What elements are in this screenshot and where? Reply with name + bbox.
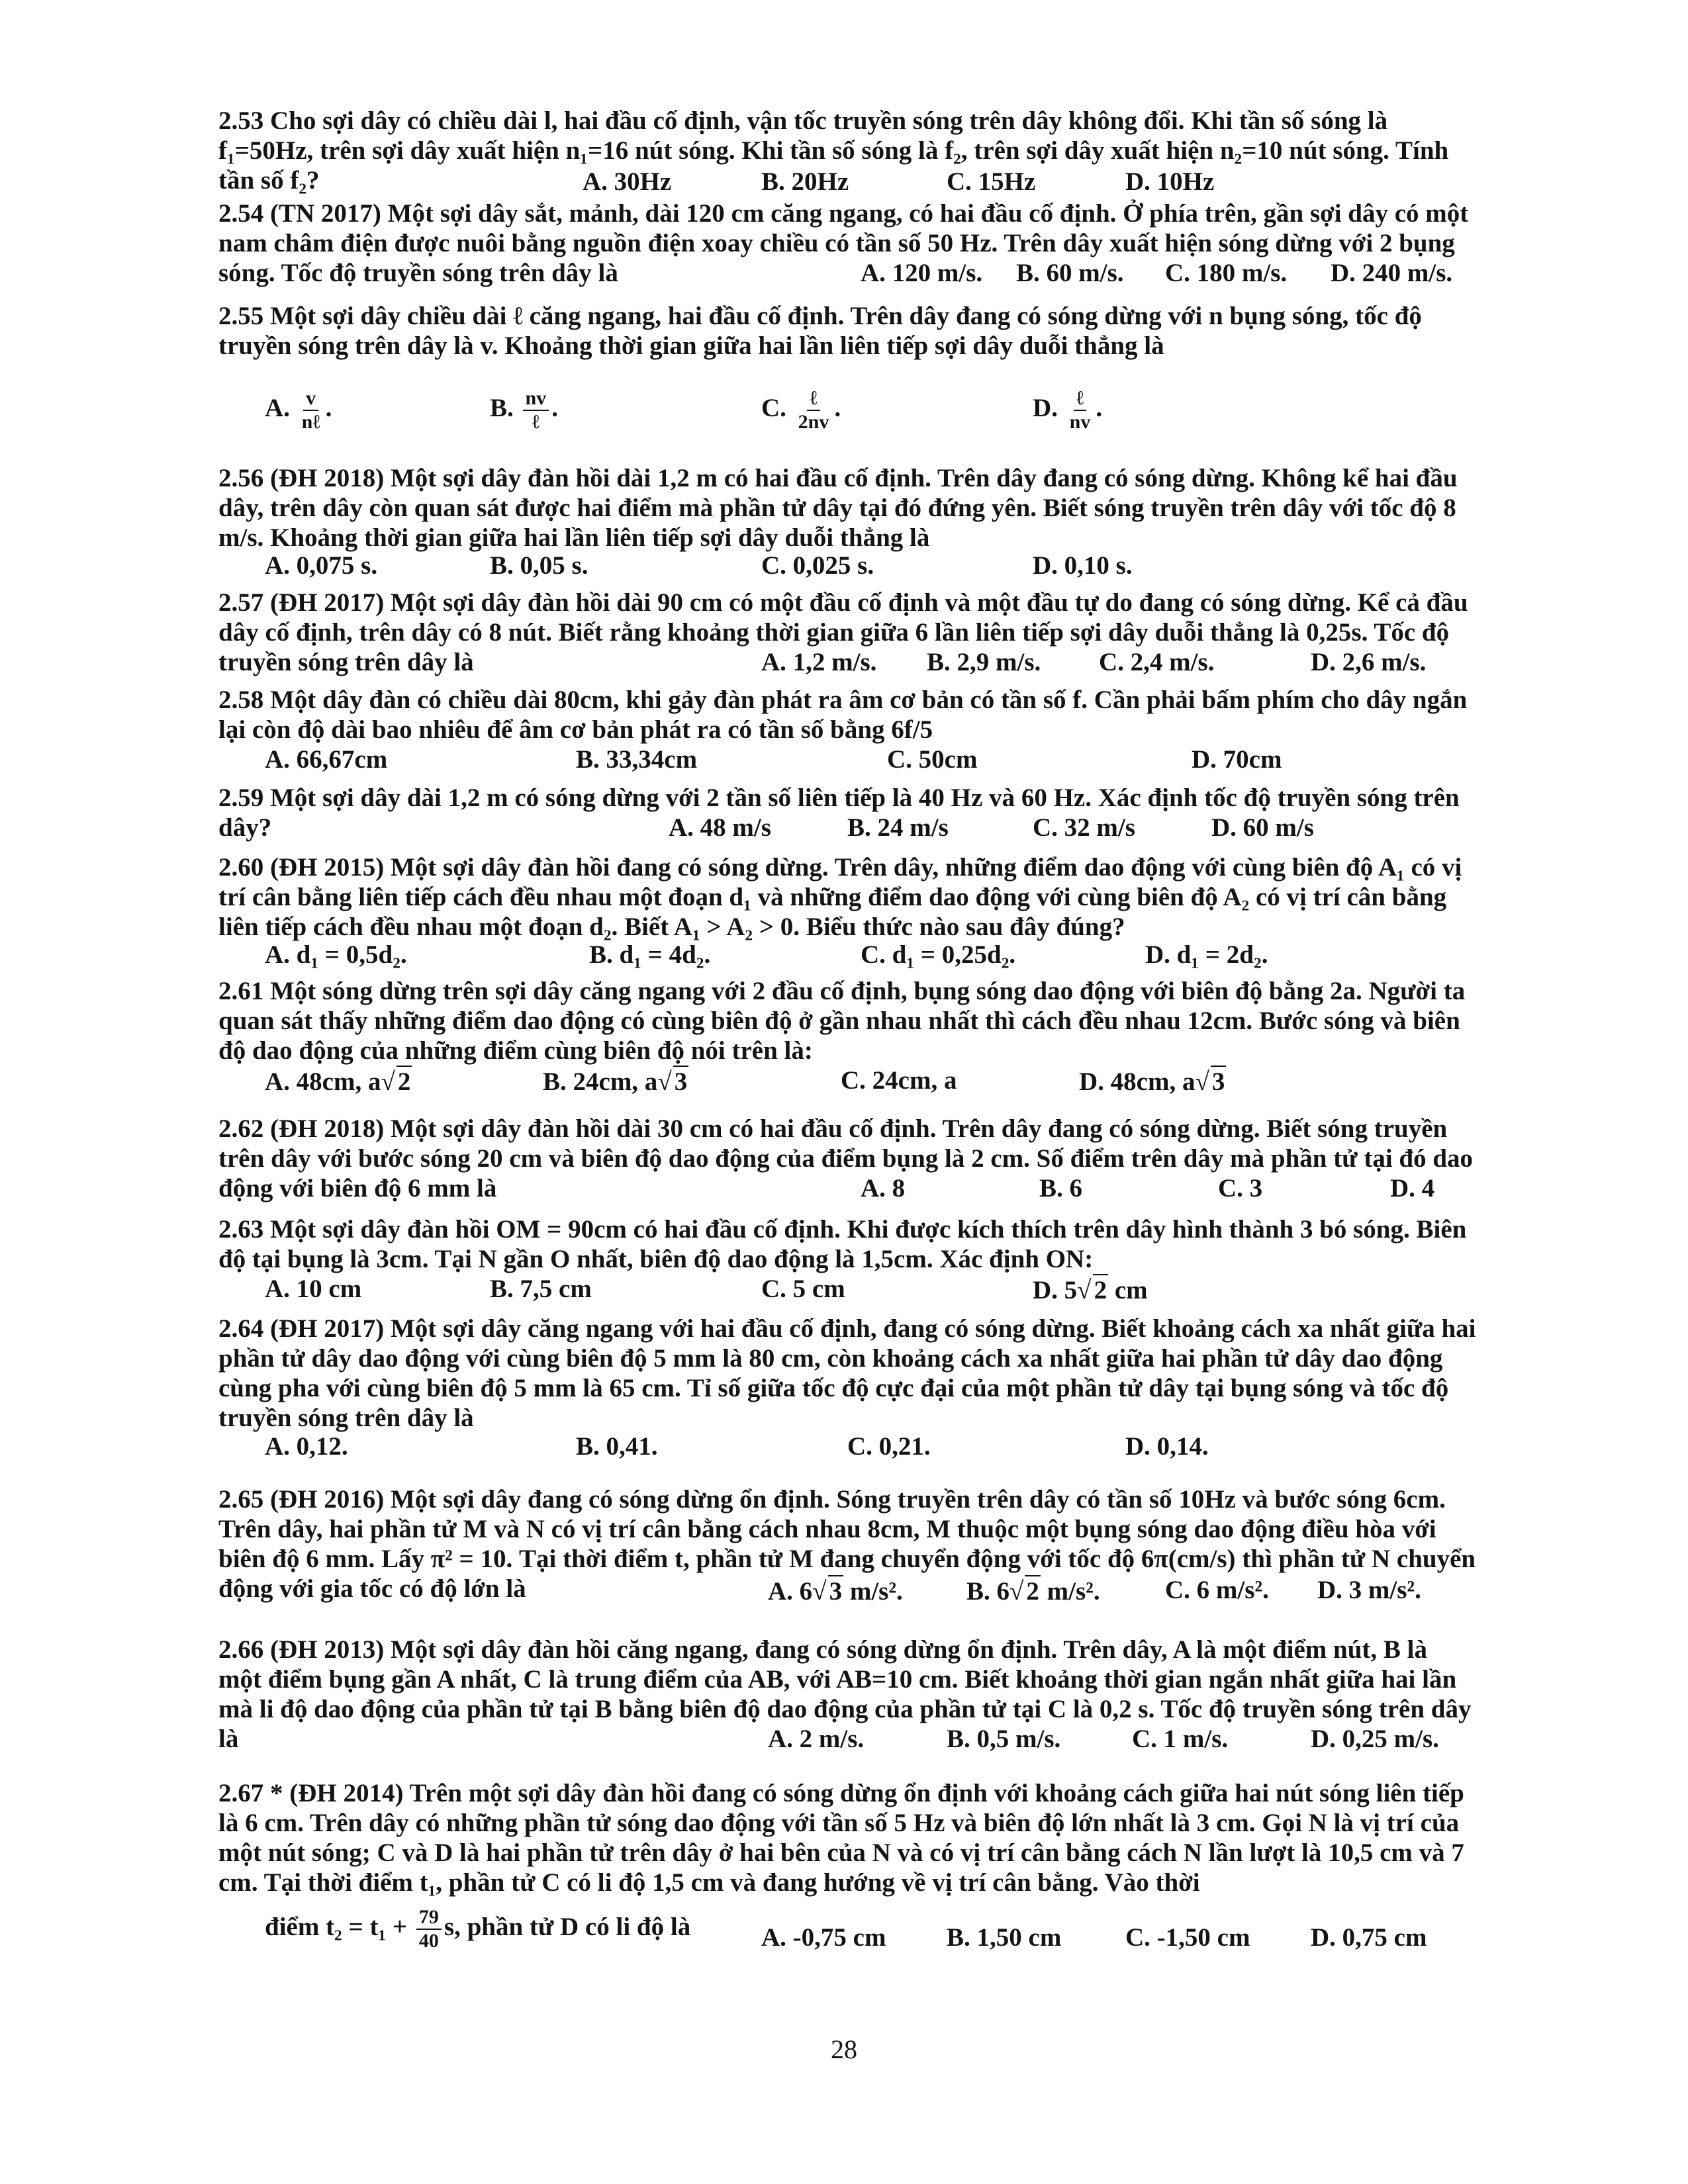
page-number: 28 <box>831 2034 857 2064</box>
question-text: Một sóng dừng trên sợi dây căng ngang với 2 đầu cố định, bụng sóng dao động với biên độ bằng 2a. Người ta quan sát thấy những điểm dao động có cùng biên độ ở gần nhau nhất thì cách đều nhau 12cm. Bước sóng và biên độ dao động của những điểm cùng biên độ nói trên là: <box>218 977 1466 1065</box>
question-2-58 <box>218 685 1476 745</box>
option-b: B. 33,34cm <box>576 745 698 774</box>
option-a: A. 66,67cm <box>265 745 388 774</box>
question-number: 2.63 <box>218 1215 264 1244</box>
option-b: B. 7,5 cm <box>490 1275 592 1303</box>
question-text: (ĐH 2016) Một sợi dây đang có sóng dừng ổn định. Sóng truyền trên dây có tần số 10Hz và bước sóng 6cm. Trên dây, hai phần tử M và N có vị trí cân bằng cách nhau 8cm, M thuộc một bụng sóng dao động điều hòa với biên độ 6 mm. Lấy π² = 10. Tại thời điểm t, phần tử M đang chuyển động với tốc độ 6π(cm/s) thì phần tử N chuyển động với gia tốc có độ lớn là <box>218 1485 1476 1603</box>
option-a: A. 120 m/s. <box>861 259 983 287</box>
option-a: A. 48cm, a√ 2 <box>265 1066 412 1097</box>
question-text: (ĐH 2018) Một sợi dây đàn hồi dài 30 cm có hai đầu cố định. Trên dây đang có sóng dừng. Biết sóng truyền trên dây với bước sóng 20 cm và biên độ dao động của điểm bụng là 2 cm. Số điểm trên dây mà phần tử tại đó dao động với biên độ 6 mm là <box>218 1115 1474 1203</box>
option-a: A. 2 m/s. <box>768 1725 865 1753</box>
option-d: D. 0,25 m/s. <box>1311 1725 1439 1753</box>
question-text: (ĐH 2015) Một sợi dây đàn hồi đang có sóng dừng. Trên dây, những điểm dao động với cùng biên độ A₁ có vị trí cân bằng liên tiếp cách đều nhau một đoạn d₁ và những điểm dao động với cùng biên độ A₂ có vị trí cân bằng liên tiếp cách đều nhau một đoạn d₂. Biết A₁ > A₂ > 0. Biểu thức nào sau đây đúng? <box>218 853 1462 941</box>
option-b: B. 6√ 2 m/s². <box>966 1575 1100 1606</box>
option-a: A. $\frac{v}{\text{nℓ}}$ . <box>265 387 332 433</box>
question-number: 2.61 <box>218 977 264 1005</box>
question-number: 2.58 <box>218 686 264 714</box>
question-number: 2.59 <box>218 784 264 812</box>
option-d: D. 240 m/s. <box>1331 259 1453 287</box>
options-row <box>265 1899 1456 1966</box>
options-row <box>265 374 1456 433</box>
option-b: B. d₁ = 4d₂. <box>589 940 711 969</box>
option-a: A. -0,75 cm <box>761 1923 886 1952</box>
option-b: B. 20Hz <box>761 167 849 196</box>
option-d: D. d₁ = 2d₂. <box>1145 940 1268 969</box>
option-d: D. 60 m/s <box>1211 813 1314 842</box>
question-text: Một sợi dây đàn hồi OM = 90cm có hai đầu cố định. Khi được kích thích trên dây hình thành 3 bó sóng. Biên độ tại bụng là 3cm. Tại N gần O nhất, biên độ dao động là 1,5cm. Xác định ON: <box>218 1215 1467 1273</box>
fraction: $\frac{v}{\text{nℓ}}$ <box>301 387 320 433</box>
question-text: * (ĐH 2014) Trên một sợi dây đàn hồi đang có sóng dừng ổn định với khoảng cách giữa hai nút sóng liên tiếp là 6 cm. Trên dây có những phần tử sóng dao động với tần số 5 Hz và biên độ lớn nhất là 3 cm. Gọi N là vị trí của một nút sóng; C và D là hai phần tử trên dây ở hai bên của N và có vị trí cân bằng cách N lần lượt là 10,5 cm và 7 cm. Tại thời điểm t₁, phần tử C có li độ 1,5 cm và đang hướng về vị trí cân bằng. Vào thời <box>218 1779 1464 1897</box>
fraction: $\frac{nv}{\text{ℓ}}$ <box>523 387 549 433</box>
question-number: 2.66 <box>218 1635 264 1664</box>
question-number: 2.54 <box>218 199 264 228</box>
question-text: (ĐH 2013) Một sợi dây đàn hồi căng ngang, đang có sóng dừng ổn định. Trên dây, A là một điểm nút, B là một điểm bụng gần A nhất, C là trung điểm của AB, với AB=10 cm. Biết khoảng thời gian ngắn nhất giữa hai lần mà li độ dao động của phần tử tại B bằng biên độ dao động của phần tử tại C là 0,2 s. Tốc độ truyền sóng trên dây là <box>218 1635 1472 1753</box>
option-a: A. 8 <box>861 1174 906 1203</box>
option-b: B. 0,05 s. <box>490 551 588 580</box>
question-2-63 <box>218 1214 1476 1274</box>
question-2-56 <box>218 463 1476 553</box>
option-c: C. 6 m/s². <box>1165 1576 1269 1604</box>
question-2-64 <box>218 1314 1476 1433</box>
question-text: (ĐH 2017) Một sợi dây đàn hồi dài 90 cm có một đầu cố định và một đầu tự do đang có sóng dừng. Kể cả đầu dây cố định, trên dây có 8 nút. Biết rằng khoảng thời gian giữa 6 lần liên tiếp sợi dây duỗi thẳng là 0,25s. Tốc độ truyền sóng trên dây là <box>218 588 1468 676</box>
option-b: B. 24cm, a√ 3 <box>543 1066 688 1097</box>
option-c: C. 0,025 s. <box>761 551 874 580</box>
option-d: D. $\frac{\text{ℓ}}{nv}$ . <box>1033 387 1103 433</box>
question-number: 2.56 <box>218 464 264 492</box>
question-number: 2.64 <box>218 1314 264 1343</box>
option-c: C. 5 cm <box>761 1275 845 1303</box>
time-expression: điểm t₂ = t₁ + $\frac{79}{40}$ s, phần tử D có li độ là <box>265 1906 691 1952</box>
question-2-61 <box>218 976 1476 1066</box>
option-c: C. 3 <box>1218 1174 1263 1203</box>
option-c: C. 15Hz <box>947 167 1036 196</box>
question-number: 2.65 <box>218 1485 264 1514</box>
option-d: D. 10Hz <box>1125 167 1215 196</box>
fraction: $\frac{\text{ℓ}}{2nv}$ <box>798 387 829 433</box>
option-c: C. 180 m/s. <box>1165 259 1288 287</box>
option-b: B. 24 m/s <box>847 813 949 842</box>
option-d: D. 2,6 m/s. <box>1311 648 1427 676</box>
option-b: B. 2,9 m/s. <box>927 648 1041 676</box>
option-d: D. 0,14. <box>1125 1432 1209 1461</box>
question-text: Một sợi dây chiều dài ℓ căng ngang, hai đầu cố định. Trên dây đang có sóng dừng với n bụng sóng, tốc độ truyền sóng trên dây là v. Khoảng thời gian giữa hai lần liên tiếp sợi dây duỗi thẳng là <box>218 302 1422 360</box>
question-number: 2.62 <box>218 1115 264 1143</box>
option-b: B. 0,41. <box>576 1432 658 1461</box>
question-number: 2.67 <box>218 1779 264 1807</box>
option-a: A. 0,075 s. <box>265 551 378 580</box>
option-c: C. 32 m/s <box>1033 813 1135 842</box>
question-2-62 <box>218 1114 1476 1203</box>
option-d: D. 4 <box>1390 1174 1435 1203</box>
option-c: C. 2,4 m/s. <box>1099 648 1215 676</box>
question-2-67 <box>218 1778 1476 1897</box>
option-a: A. 30Hz <box>583 167 672 196</box>
option-c: C. 0,21. <box>847 1432 931 1461</box>
question-text: (ĐH 2017) Một sợi dây căng ngang với hai đầu cố định, đang có sóng dừng. Biết khoảng cách xa nhất giữa hai phần tử dây dao động với cùng biên độ 5 mm là 80 cm, còn khoảng cách xa nhất giữa hai phần tử dây dao động cùng pha với cùng biên độ 5 mm là 65 cm. Tỉ số giữa tốc độ cực đại của một phần tử dây tại bụng sóng và tốc độ truyền sóng trên dây là <box>218 1314 1476 1432</box>
question-number: 2.60 <box>218 853 264 882</box>
option-a: A. d₁ = 0,5d₂. <box>265 940 407 969</box>
fraction: $\frac{\text{ℓ}}{nv}$ <box>1069 387 1091 433</box>
option-b: B. 60 m/s. <box>1016 259 1124 287</box>
question-text: (ĐH 2018) Một sợi dây đàn hồi dài 1,2 m có hai đầu cố định. Trên dây đang có sóng dừng. Không kể hai đầu dây, trên dây còn quan sát được hai điểm mà phần tử dây tại đó đứng yên. Biết sóng truyền trên dây với tốc độ 8 m/s. Khoảng thời gian giữa hai lần liên tiếp sợi dây duỗi thẳng là <box>218 464 1458 552</box>
option-c: C. 24cm, a <box>841 1066 957 1095</box>
question-text: Một sợi dây dài 1,2 m có sóng dừng với 2 tần số liên tiếp là 40 Hz và 60 Hz. Xác định tốc độ truyền sóng trên dây? <box>218 784 1460 842</box>
option-b: B. $\frac{nv}{\text{ℓ}}$ . <box>490 387 558 433</box>
option-d: D. 0,75 cm <box>1311 1923 1427 1952</box>
option-a: A. 0,12. <box>265 1432 348 1461</box>
fraction: $\frac{79}{40}$ <box>416 1906 442 1952</box>
question-text: (TN 2017) Một sợi dây sắt, mảnh, dài 120 cm căng ngang, có hai đầu cố định. Ở phía trên, gần sợi dây có một nam châm điện được nuôi bằng nguồn điện xoay chiều có tần số 50 Hz. Trên dây xuất hiện sóng dừng với 2 bụng sóng. Tốc độ truyền sóng trên dây là <box>218 199 1469 287</box>
option-b: B. 1,50 cm <box>947 1923 1062 1952</box>
question-2-60 <box>218 852 1476 942</box>
option-b: B. 0,5 m/s. <box>947 1725 1061 1753</box>
question-2-54 <box>218 199 1476 289</box>
option-a: A. 6√ 3 m/s². <box>768 1575 903 1606</box>
option-d: D. 0,10 s. <box>1033 551 1133 580</box>
option-c: C. 50cm <box>887 745 978 774</box>
question-number: 2.55 <box>218 302 264 330</box>
option-b: B. 6 <box>1039 1174 1083 1203</box>
option-d: D. 48cm, a√ 3 <box>1079 1066 1226 1097</box>
question-2-55 <box>218 301 1476 361</box>
option-d: D. 3 m/s². <box>1317 1576 1421 1604</box>
question-number: 2.57 <box>218 588 264 617</box>
question-text: Cho sợi dây có chiều dài l, hai đầu cố định, vận tốc truyền sóng trên dây không đổi. Khi tần số sóng là f₁=50Hz, trên sợi dây xuất hiện n₁=16 nút sóng. Khi tần số sóng là f₂, trên sợi dây xuất hiện n₂=10 nút sóng. Tính tần số f₂? <box>218 107 1449 195</box>
option-a: A. 1,2 m/s. <box>761 648 877 676</box>
option-a: A. 48 m/s <box>669 813 771 842</box>
option-c: C. $\frac{\text{ℓ}}{2nv}$ . <box>761 387 841 433</box>
question-text: Một dây đàn có chiều dài 80cm, khi gảy đàn phát ra âm cơ bản có tần số f. Cần phải bấm phím cho dây ngắn lại còn độ dài bao nhiêu để âm cơ bản phát ra có tần số bằng 6f/5 <box>218 686 1468 744</box>
option-d: D. 5√ 2 cm <box>1033 1274 1148 1305</box>
option-a: A. 10 cm <box>265 1275 362 1303</box>
question-2-53 <box>218 106 1476 197</box>
question-number: 2.53 <box>218 107 264 135</box>
option-d: D. 70cm <box>1192 745 1282 774</box>
option-c: C. d₁ = 0,25d₂. <box>861 940 1016 969</box>
option-c: C. -1,50 cm <box>1125 1923 1250 1952</box>
option-c: C. 1 m/s. <box>1132 1725 1229 1753</box>
